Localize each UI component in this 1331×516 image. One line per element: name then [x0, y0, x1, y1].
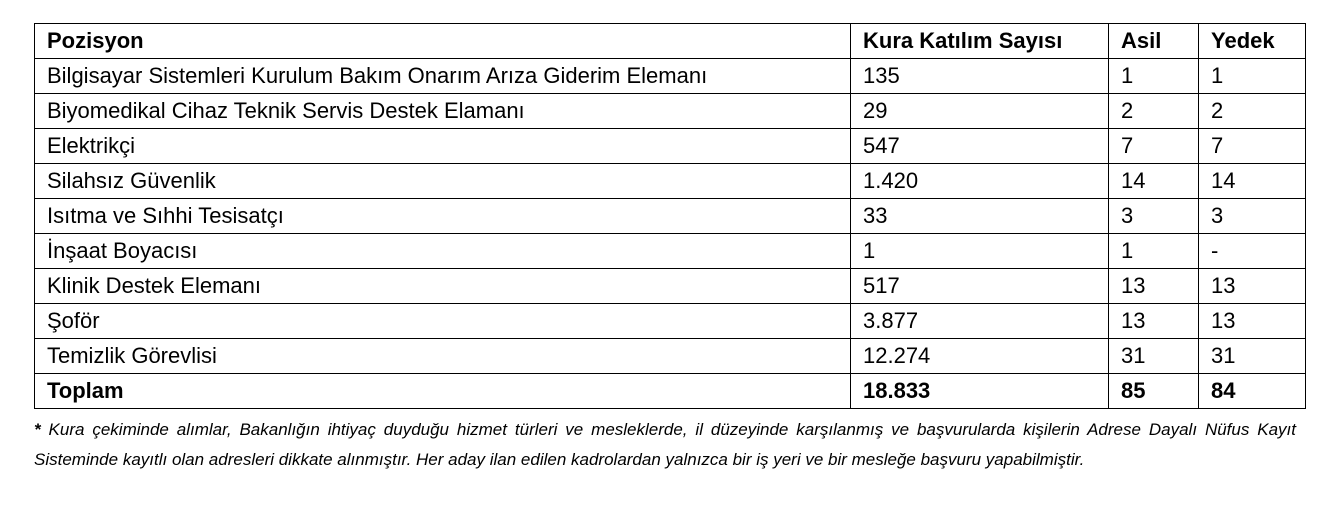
cell-principal: 2: [1109, 94, 1199, 129]
cell-substitute: 31: [1199, 339, 1306, 374]
header-draw-participation-count: Kura Katılım Sayısı: [851, 24, 1109, 59]
document-content: [34, 23, 1305, 474]
table-row: [35, 59, 1306, 94]
cell-principal: 1: [1109, 59, 1199, 94]
cell-participation: 1.420: [851, 164, 1109, 199]
table-total-row: [35, 374, 1306, 409]
footnote: [34, 415, 1296, 474]
cell-substitute: 13: [1199, 304, 1306, 339]
cell-principal: 1: [1109, 234, 1199, 269]
cell-participation: 517: [851, 269, 1109, 304]
cell-position: Isıtma ve Sıhhi Tesisatçı: [35, 199, 851, 234]
cell-participation: 33: [851, 199, 1109, 234]
cell-substitute: 3: [1199, 199, 1306, 234]
cell-position: İnşaat Boyacısı: [35, 234, 851, 269]
table-row: [35, 94, 1306, 129]
cell-substitute: 13: [1199, 269, 1306, 304]
cell-participation: 3.877: [851, 304, 1109, 339]
total-label: Toplam: [35, 374, 851, 409]
footnote-text: Kura çekiminde alımlar, Bakanlığın ihtiyaç duyduğu hizmet türleri ve mesleklerde, il düzeyinde karşılanmış ve başvurularda kişilerin Adrese Dayalı Nüfus Kayıt Sisteminde kayıtlı olan adresleri dikkate alınmıştır. Her aday ilan edilen kadrolardan yalnızca bir iş yeri ve bir mesleğe başvuru yapabilmiştir.: [34, 420, 1296, 469]
position-table: [34, 23, 1306, 409]
cell-principal: 13: [1109, 304, 1199, 339]
cell-position: Şoför: [35, 304, 851, 339]
table-row: [35, 199, 1306, 234]
cell-position: Klinik Destek Elemanı: [35, 269, 851, 304]
cell-substitute: 7: [1199, 129, 1306, 164]
cell-substitute: 1: [1199, 59, 1306, 94]
cell-participation: 547: [851, 129, 1109, 164]
table-row: [35, 234, 1306, 269]
cell-participation: 1: [851, 234, 1109, 269]
table-row: [35, 129, 1306, 164]
cell-principal: 13: [1109, 269, 1199, 304]
header-position: Pozisyon: [35, 24, 851, 59]
cell-principal: 3: [1109, 199, 1199, 234]
cell-position: Biyomedikal Cihaz Teknik Servis Destek Elamanı: [35, 94, 851, 129]
cell-position: Temizlik Görevlisi: [35, 339, 851, 374]
cell-principal: 31: [1109, 339, 1199, 374]
cell-participation: 12.274: [851, 339, 1109, 374]
total-substitute: 84: [1199, 374, 1306, 409]
cell-position: Elektrikçi: [35, 129, 851, 164]
footnote-asterisk: *: [34, 420, 41, 439]
cell-substitute: -: [1199, 234, 1306, 269]
table-row: [35, 304, 1306, 339]
table-row: [35, 269, 1306, 304]
cell-substitute: 14: [1199, 164, 1306, 199]
table-row: [35, 339, 1306, 374]
cell-principal: 14: [1109, 164, 1199, 199]
total-participation: 18.833: [851, 374, 1109, 409]
cell-participation: 135: [851, 59, 1109, 94]
table-row: [35, 164, 1306, 199]
cell-position: Bilgisayar Sistemleri Kurulum Bakım Onarım Arıza Giderim Elemanı: [35, 59, 851, 94]
cell-substitute: 2: [1199, 94, 1306, 129]
header-principal: Asil: [1109, 24, 1199, 59]
header-substitute: Yedek: [1199, 24, 1306, 59]
table-header-row: [35, 24, 1306, 59]
cell-participation: 29: [851, 94, 1109, 129]
total-principal: 85: [1109, 374, 1199, 409]
cell-principal: 7: [1109, 129, 1199, 164]
cell-position: Silahsız Güvenlik: [35, 164, 851, 199]
